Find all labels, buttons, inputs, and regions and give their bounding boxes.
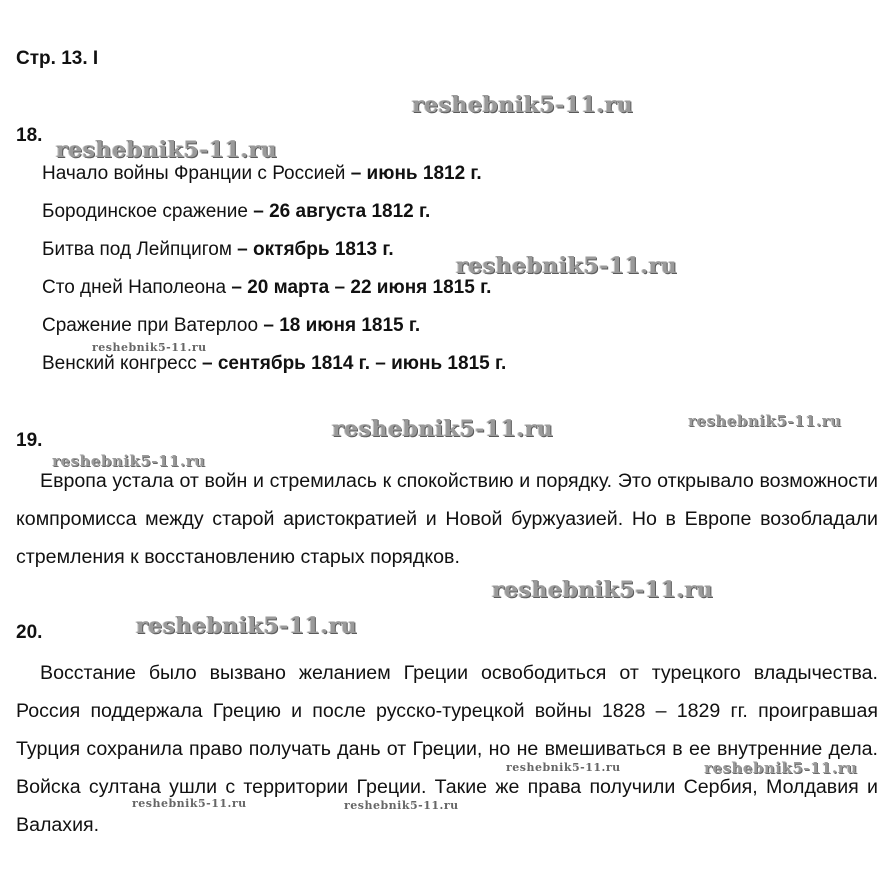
- watermark: reshebnik5-11.ru: [132, 797, 247, 810]
- task-19-text: Европа устала от войн и стремилась к спокойствию и порядку. Это открывало возможности компромисса между старой аристократией и Новой буржуазией. Но в Европе возобладали стремления к восстановлению старых порядков.: [16, 470, 878, 568]
- watermark: reshebnik5-11.ru: [704, 759, 858, 777]
- watermark: reshebnik5-11.ru: [136, 613, 358, 639]
- event-label: Начало войны Франции с Россией: [42, 163, 346, 184]
- task-20-number: 20.: [16, 622, 43, 643]
- event-label: Сто дней Наполеона: [42, 277, 227, 298]
- task-20-paragraph: [16, 654, 878, 844]
- event-date: – октябрь 1813 г.: [237, 239, 394, 260]
- event-item: [42, 277, 491, 299]
- watermark: reshebnik5-11.ru: [344, 799, 459, 812]
- watermark: reshebnik5-11.ru: [688, 412, 842, 430]
- event-item: [42, 315, 420, 337]
- watermark: reshebnik5-11.ru: [52, 452, 206, 470]
- page-title: Стр. 13. I: [16, 48, 99, 69]
- event-item: [42, 353, 506, 375]
- watermark: reshebnik5-11.ru: [456, 253, 678, 279]
- task-19-paragraph: [16, 462, 878, 576]
- task-18-number: 18.: [16, 125, 43, 146]
- watermark: reshebnik5-11.ru: [332, 416, 554, 442]
- watermark: reshebnik5-11.ru: [92, 341, 207, 354]
- event-label: Бородинское сражение: [42, 201, 248, 222]
- watermark: reshebnik5-11.ru: [412, 92, 634, 118]
- event-date: – 20 марта – 22 июня 1815 г.: [231, 277, 492, 298]
- event-date: – июнь 1812 г.: [350, 163, 482, 184]
- task-19-number: 19.: [16, 430, 43, 451]
- event-item: [42, 201, 430, 223]
- watermark: reshebnik5-11.ru: [506, 761, 621, 774]
- event-item: [42, 239, 394, 261]
- event-date: – 26 августа 1812 г.: [253, 201, 431, 222]
- event-label: Сражение при Ватерлоо: [42, 315, 259, 336]
- task-20-text: Восстание было вызвано желанием Греции освободиться от турецкого владычества. Россия поддержала Грецию и после русско-турецкой войны 1828 – 1829 гг. проигравшая Турция сохранила право получать дань от Греции, но не вмешиваться в ее внутренние дела. Войска султана ушли с территории Греции. Такие же права получили Сербия, Молдавия и Валахия.: [16, 662, 878, 836]
- event-label: Венский конгресс: [42, 353, 197, 374]
- watermark: reshebnik5-11.ru: [56, 137, 278, 163]
- watermark: reshebnik5-11.ru: [492, 577, 714, 603]
- event-date: – 18 июня 1815 г.: [263, 315, 421, 336]
- event-date: – сентябрь 1814 г. – июнь 1815 г.: [201, 353, 507, 374]
- event-label: Битва под Лейпцигом: [42, 239, 232, 260]
- event-item: [42, 163, 482, 185]
